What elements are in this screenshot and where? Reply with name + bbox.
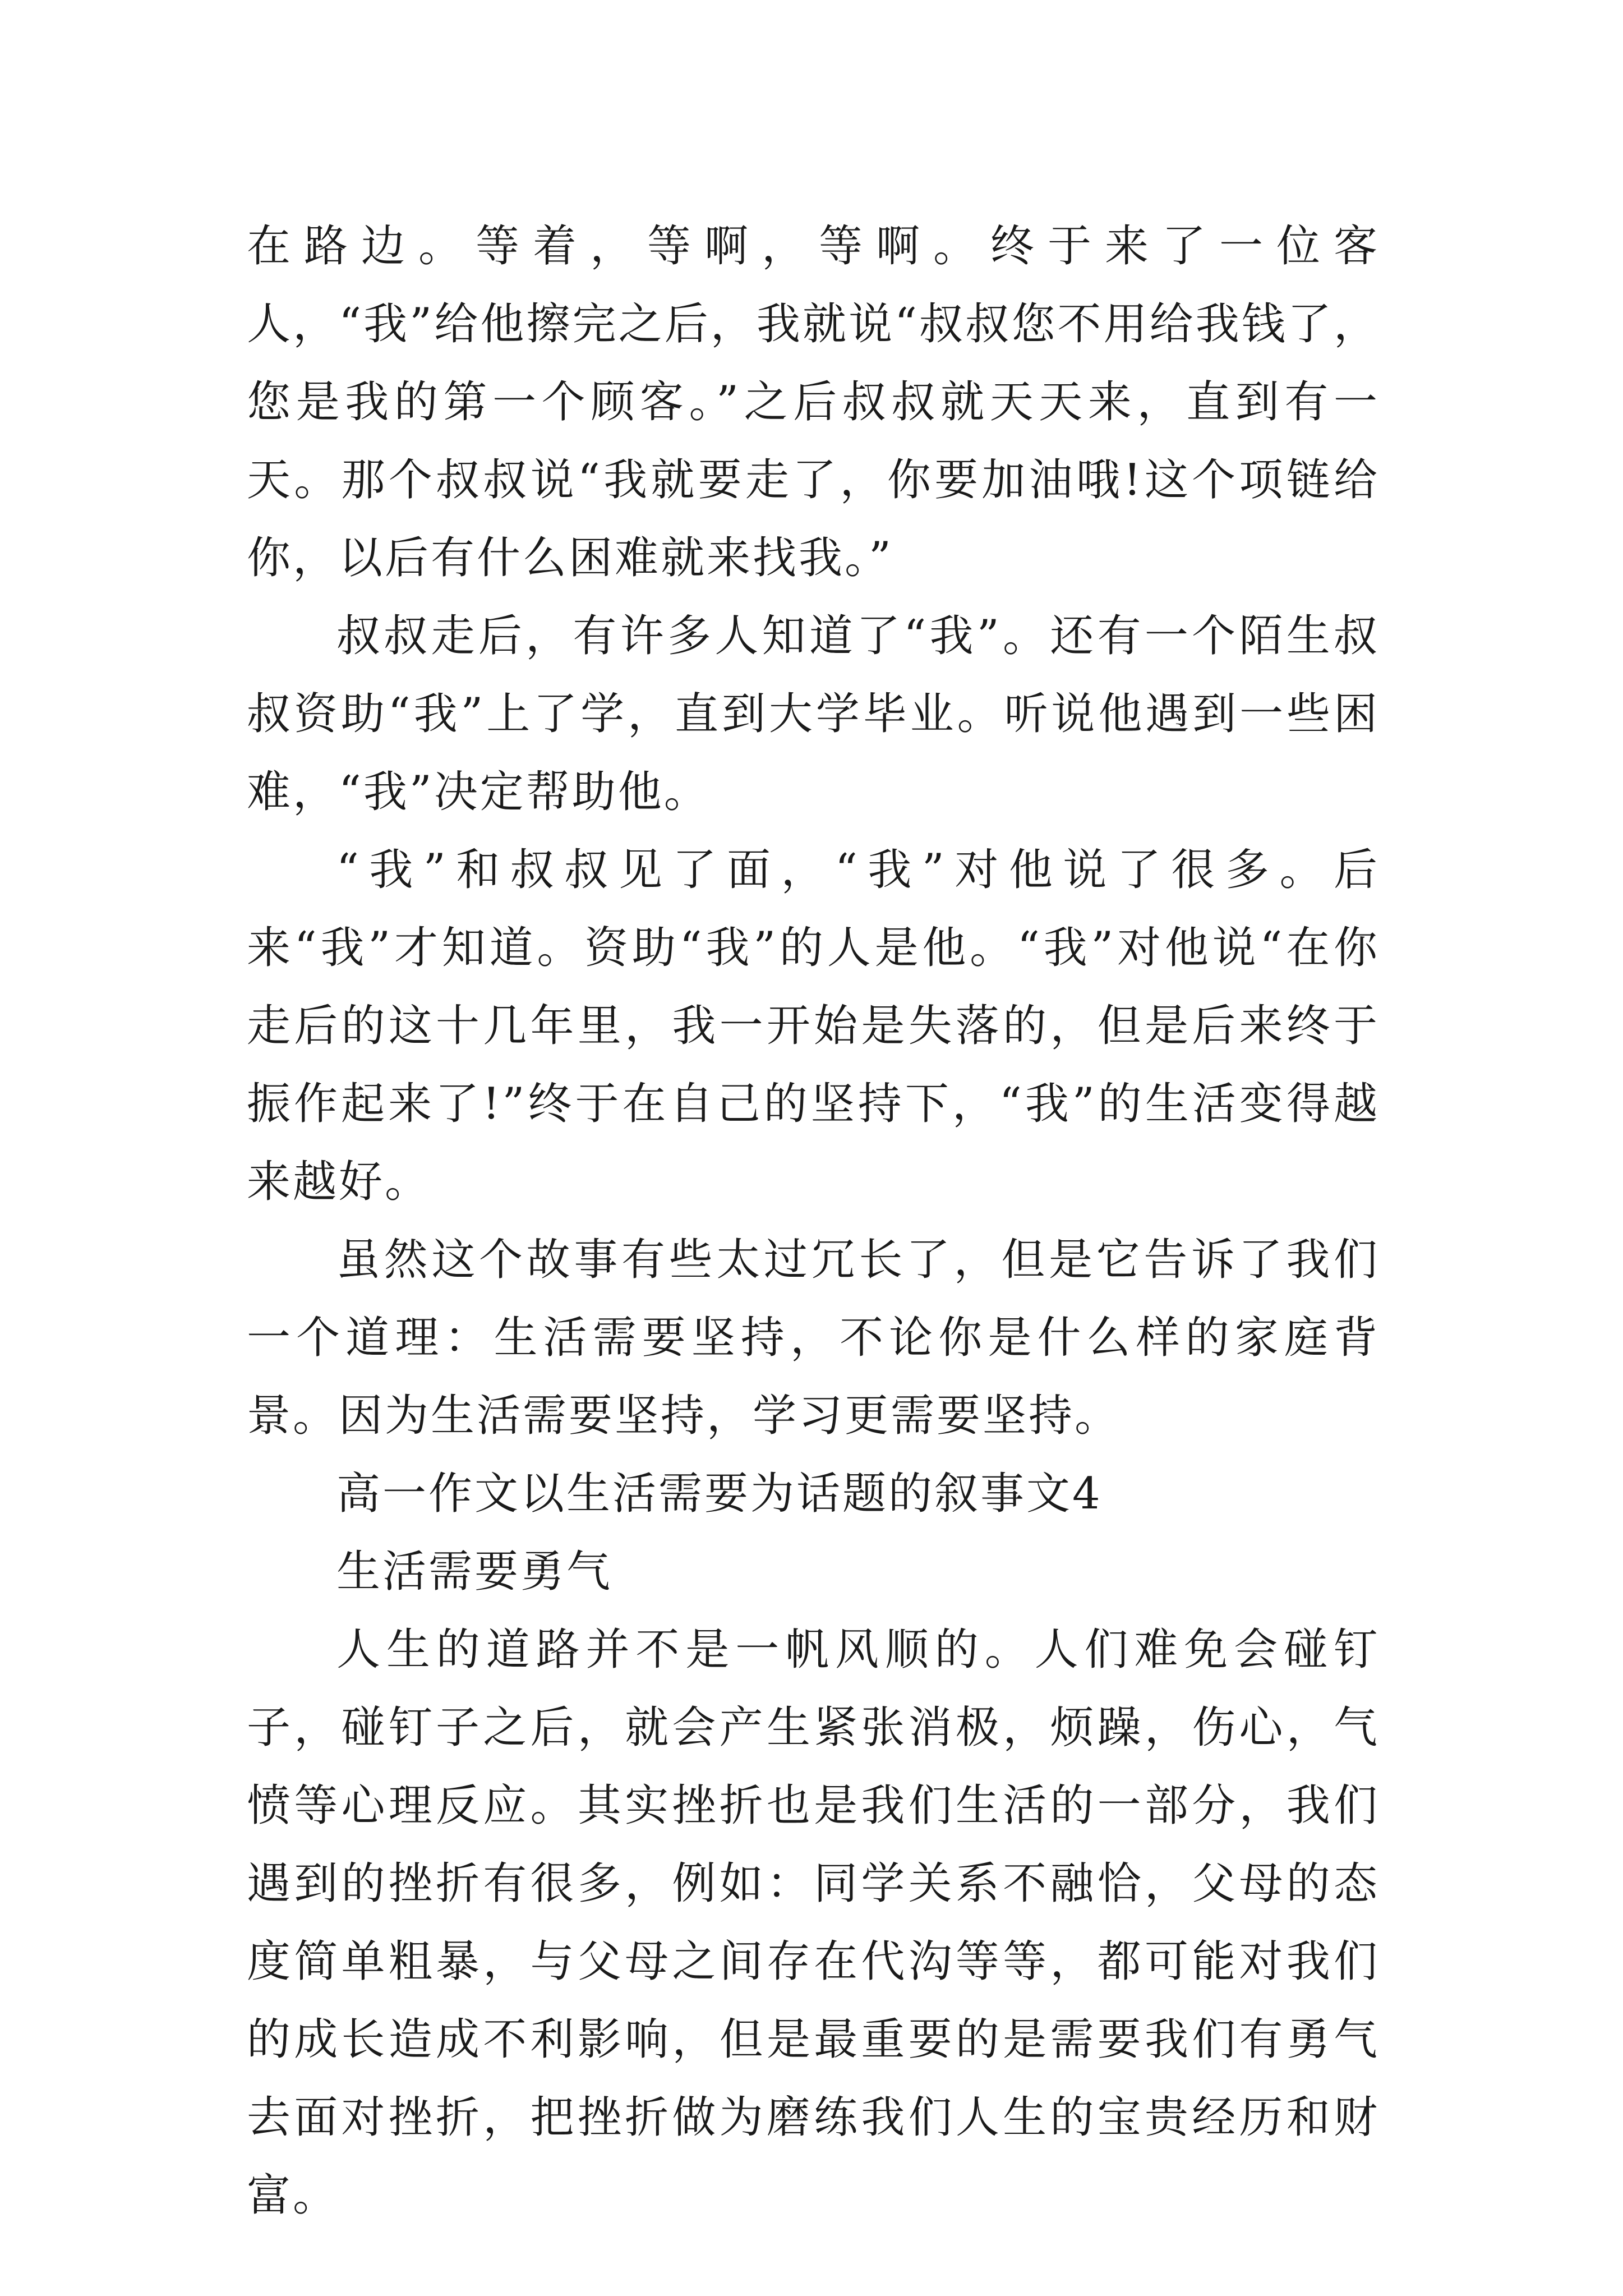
paragraph-courage: 人生的道路并不是一帆风顺的。人们难免会碰钉子，碰钉子之后，就会产生紧张消极，烦躁，伤心，气愤等心理反应。其实挫折也是我们生活的一部分，我们遇到的挫折有很多，例如：同学关系不融恰，父母的态度简单粗暴，与父母之间存在代沟等等，都可能对我们的成长造成不利影响，但是最重要的是需要我们有勇气去面对挫折，把挫折做为磨练我们人生的宝贵经历和财富。	[247, 1625, 1380, 2221]
paragraph-reunion: “我”和叔叔见了面，“我”对他说了很多。后来“我”才知道。资助“我”的人是他。“我”对他说“在你走后的这十几年里，我一开始是失落的，但是后来终于振作起来了!”终于在自己的坚持下，“我”的生活变得越来越好。	[247, 845, 1380, 1207]
section-heading: 高一作文以生活需要为话题的叙事文4	[336, 1469, 1103, 1519]
document-body	[247, 208, 1380, 2235]
paragraph-story-continuation: 在路边。等着，等啊，等啊。终于来了一位客人，“我”给他擦完之后，我就说“叔叔您不用给我钱了，您是我的第一个顾客。”之后叔叔就天天来，直到有一天。那个叔叔说“我就要走了，你要加油哦!这个项链给你，以后有什么困难就来找我。”	[247, 221, 1380, 583]
essay-title: 生活需要勇气	[336, 1547, 613, 1597]
paragraph-moral: 虽然这个故事有些太过冗长了，但是它告诉了我们一个道理：生活需要坚持，不论你是什么样的家庭背景。因为生活需要坚持，学习更需要坚持。	[247, 1235, 1380, 1441]
paragraph-uncle-leaves: 叔叔走后，有许多人知道了“我”。还有一个陌生叔叔资助“我”上了学，直到大学毕业。听说他遇到一些困难，“我”决定帮助他。	[247, 611, 1380, 817]
